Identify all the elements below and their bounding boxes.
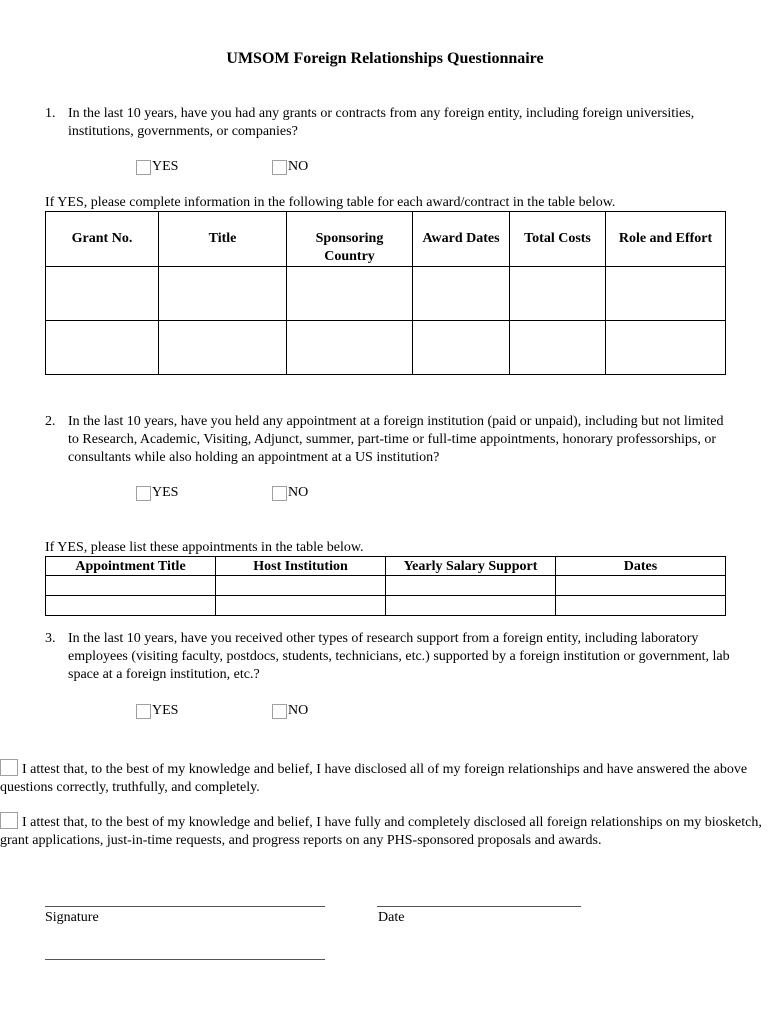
table-cell[interactable] — [510, 267, 606, 321]
question-2-text: In the last 10 years, have you held any appointment at a foreign institution (paid or unpaid), including but not limited to Research, Academic, Visiting, Adjunct, summer, part-time or full-time appointments, honorary professorships, or consultants while also holding an appointment at a US institution? — [68, 414, 724, 465]
page-title: UMSOM Foreign Relationships Questionnaire — [226, 50, 544, 67]
q3-yes-checkbox[interactable] — [136, 704, 151, 719]
q3-yes-option[interactable] — [136, 702, 178, 720]
q1-yes-checkbox[interactable] — [136, 160, 151, 175]
q1-no-checkbox[interactable] — [272, 160, 287, 175]
appointments-header-title: Appointment Title — [46, 557, 216, 576]
grants-header-title: Title — [159, 212, 287, 267]
q2-followup: If YES, please list these appointments in the table below. — [45, 540, 364, 555]
table-cell[interactable] — [287, 321, 413, 375]
q1-no-option[interactable] — [272, 158, 308, 176]
q3-no-label: NO — [288, 703, 309, 718]
q3-no-option[interactable] — [272, 702, 308, 720]
table-cell[interactable] — [46, 321, 159, 375]
q1-no-label: NO — [288, 159, 309, 174]
grants-table-header-row — [46, 212, 726, 267]
attestation-2-checkbox[interactable] — [0, 812, 18, 829]
table-row — [46, 596, 726, 616]
table-cell[interactable] — [606, 321, 726, 375]
q1-yes-label: YES — [152, 159, 179, 174]
grants-header-total-costs: Total Costs — [510, 212, 606, 267]
question-3 — [45, 630, 735, 684]
attestation-1 — [0, 759, 770, 797]
grants-header-sponsoring-country: Sponsoring Country — [287, 212, 413, 267]
attestation-1-text: I attest that, to the best of my knowledge and belief, I have disclosed all of my foreign relationships and have answered the above questions correctly, truthfully, and completely. — [0, 762, 748, 795]
q2-yes-label: YES — [152, 485, 179, 500]
q2-no-option[interactable] — [272, 484, 308, 502]
table-cell[interactable] — [413, 267, 510, 321]
table-cell[interactable] — [216, 596, 386, 616]
table-cell[interactable] — [159, 267, 287, 321]
attestation-1-checkbox[interactable] — [0, 759, 18, 776]
attestation-2 — [0, 812, 770, 850]
signature-label: Signature — [45, 910, 99, 925]
table-cell[interactable] — [413, 321, 510, 375]
table-cell[interactable] — [287, 267, 413, 321]
question-2 — [45, 413, 735, 467]
q2-yes-option[interactable] — [136, 484, 178, 502]
table-cell[interactable] — [386, 596, 556, 616]
printed-name-line[interactable] — [45, 959, 325, 960]
appointments-table-header-row — [46, 557, 726, 576]
grants-header-role-effort: Role and Effort — [606, 212, 726, 267]
table-cell[interactable] — [46, 576, 216, 596]
question-1-number: 1. — [45, 106, 56, 121]
table-cell[interactable] — [46, 596, 216, 616]
table-cell[interactable] — [606, 267, 726, 321]
q3-yes-label: YES — [152, 703, 179, 718]
date-line[interactable] — [377, 906, 581, 907]
table-cell[interactable] — [510, 321, 606, 375]
table-row — [46, 267, 726, 321]
q2-yes-checkbox[interactable] — [136, 486, 151, 501]
question-3-text: In the last 10 years, have you received other types of research support from a foreign entity, including laboratory employees (visiting faculty, postdocs, students, technicians, etc.) supported by a foreign institution or government, lab space at a foreign institution, etc.? — [68, 631, 730, 682]
table-cell[interactable] — [46, 267, 159, 321]
table-row — [46, 576, 726, 596]
q2-no-label: NO — [288, 485, 309, 500]
q1-yes-option[interactable] — [136, 158, 178, 176]
table-cell[interactable] — [216, 576, 386, 596]
q2-no-checkbox[interactable] — [272, 486, 287, 501]
appointments-header-host-institution: Host Institution — [216, 557, 386, 576]
question-3-number: 3. — [45, 631, 56, 646]
q3-no-checkbox[interactable] — [272, 704, 287, 719]
question-1-text: In the last 10 years, have you had any grants or contracts from any foreign entity, including foreign universities, institutions, governments, or companies? — [68, 106, 695, 139]
table-cell[interactable] — [556, 596, 726, 616]
q1-followup: If YES, please complete information in the following table for each award/contract in the table below. — [45, 195, 616, 210]
appointments-header-dates: Dates — [556, 557, 726, 576]
table-cell[interactable] — [386, 576, 556, 596]
attestation-2-text: I attest that, to the best of my knowledge and belief, I have fully and completely disclosed all foreign relationships on my biosketch, grant applications, just-in-time requests, and progress reports on any PHS-sponsored proposals and awards. — [0, 815, 762, 848]
question-1 — [45, 105, 735, 141]
grants-header-grant-no: Grant No. — [46, 212, 159, 267]
grants-header-award-dates: Award Dates — [413, 212, 510, 267]
date-label: Date — [378, 910, 405, 925]
question-2-number: 2. — [45, 414, 56, 429]
appointments-table — [45, 556, 726, 616]
grants-table — [45, 211, 726, 375]
table-cell[interactable] — [159, 321, 287, 375]
signature-line[interactable] — [45, 906, 325, 907]
appointments-header-salary-support: Yearly Salary Support — [386, 557, 556, 576]
table-row — [46, 321, 726, 375]
table-cell[interactable] — [556, 576, 726, 596]
